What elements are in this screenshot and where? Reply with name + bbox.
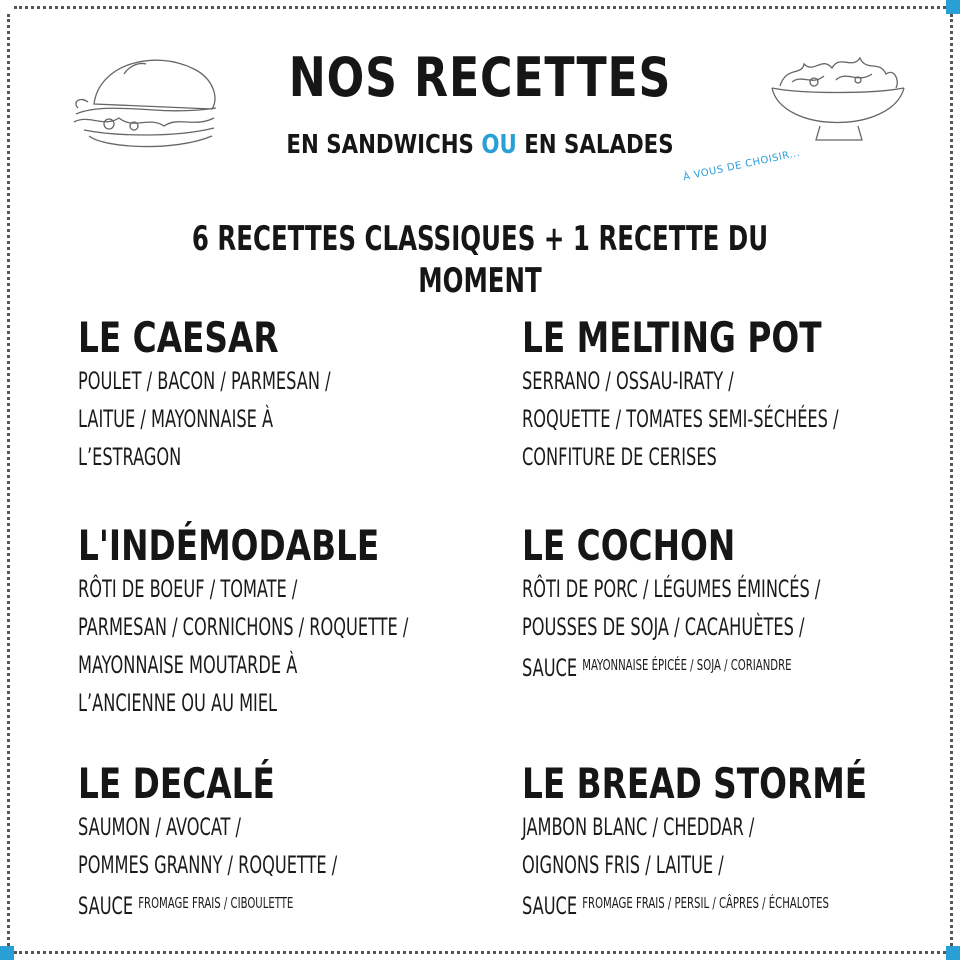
- recipe-title: LE CAESAR: [78, 313, 279, 362]
- recipe-decale: [78, 760, 498, 925]
- recipe-ingredients-line: SAUMON / AVOCAT /: [78, 813, 242, 841]
- recipe-indemodable: [78, 522, 498, 722]
- recipe-title: LE COCHON: [522, 521, 736, 570]
- tagline: 6 RECETTES CLASSIQUES + 1 RECETTE DU MOMENT: [191, 219, 769, 301]
- corner-marker-top-right: [946, 0, 960, 14]
- recipe-ingredients-line: OIGNONS FRIS / LAITUE /: [522, 851, 724, 879]
- recipe-ingredients-line: LAITUE / MAYONNAISE À: [78, 405, 274, 433]
- choice-note: À VOUS DE CHOISIR...: [682, 147, 802, 184]
- recipe-ingredients-line: JAMBON BLANC / CHEDDAR /: [522, 813, 755, 841]
- recipe-title: L'INDÉMODABLE: [78, 521, 380, 570]
- recipe-melting-pot: [522, 314, 942, 476]
- page-title: NOS RECETTES: [288, 46, 672, 109]
- recipe-cochon: [522, 522, 942, 687]
- subtitle-sandwichs: EN SANDWICHS: [286, 130, 474, 160]
- sauce-detail: MAYONNAISE ÉPICÉE / SOJA / CORIANDRE: [582, 656, 792, 674]
- recipe-ingredients-line: CONFITURE DE CERISES: [522, 443, 717, 471]
- recipe-title: LE BREAD STORMÉ: [522, 759, 868, 808]
- recipe-ingredients-line: RÔTI DE PORC / LÉGUMES ÉMINCÉS /: [522, 575, 821, 603]
- recipe-ingredients-line: PARMESAN / CORNICHONS / ROQUETTE /: [78, 613, 409, 641]
- recipe-ingredients-line: SERRANO / OSSAU-IRATY /: [522, 367, 734, 395]
- recipe-ingredients-line: POUSSES DE SOJA / CACAHUÈTES /: [522, 613, 805, 641]
- sauce-detail: FROMAGE FRAIS / CIBOULETTE: [138, 894, 294, 912]
- subtitle-accent-ou: OU: [481, 130, 517, 160]
- sauce-label: SAUCE: [522, 892, 578, 920]
- recipe-ingredients-line: L’ANCIENNE OU AU MIEL: [78, 689, 278, 717]
- recipe-ingredients-line: MAYONNAISE MOUTARDE À: [78, 651, 298, 679]
- subtitle-salades: EN SALADES: [524, 130, 674, 160]
- recipe-ingredients-line: L’ESTRAGON: [78, 443, 182, 471]
- recipe-sauce-line: [522, 646, 837, 687]
- sauce-label: SAUCE: [78, 892, 134, 920]
- corner-marker-bottom-right: [946, 946, 960, 960]
- recipe-caesar: [78, 314, 498, 476]
- recipe-sauce-line: [522, 884, 837, 925]
- corner-marker-bottom-left: [0, 946, 14, 960]
- dotted-border-top: [14, 6, 946, 9]
- recipe-ingredients-line: POMMES GRANNY / ROQUETTE /: [78, 851, 338, 879]
- recipe-sauce-line: [78, 884, 393, 925]
- dotted-border-bottom: [14, 951, 946, 954]
- recipe-ingredients-line: RÔTI DE BOEUF / TOMATE /: [78, 575, 298, 603]
- sauce-detail: FROMAGE FRAIS / PERSIL / CÂPRES / ÉCHALOTES: [582, 894, 829, 912]
- recipe-ingredients-line: ROQUETTE / TOMATES SEMI-SÉCHÉES /: [522, 405, 839, 433]
- recipe-bread-storme: [522, 760, 942, 925]
- dotted-border-right: [950, 14, 953, 946]
- dotted-border-left: [7, 14, 10, 946]
- recipe-ingredients-line: POULET / BACON / PARMESAN /: [78, 367, 331, 395]
- sauce-label: SAUCE: [522, 654, 578, 682]
- recipe-title: LE MELTING POT: [522, 313, 822, 362]
- recipe-title: LE DECALÉ: [78, 759, 275, 808]
